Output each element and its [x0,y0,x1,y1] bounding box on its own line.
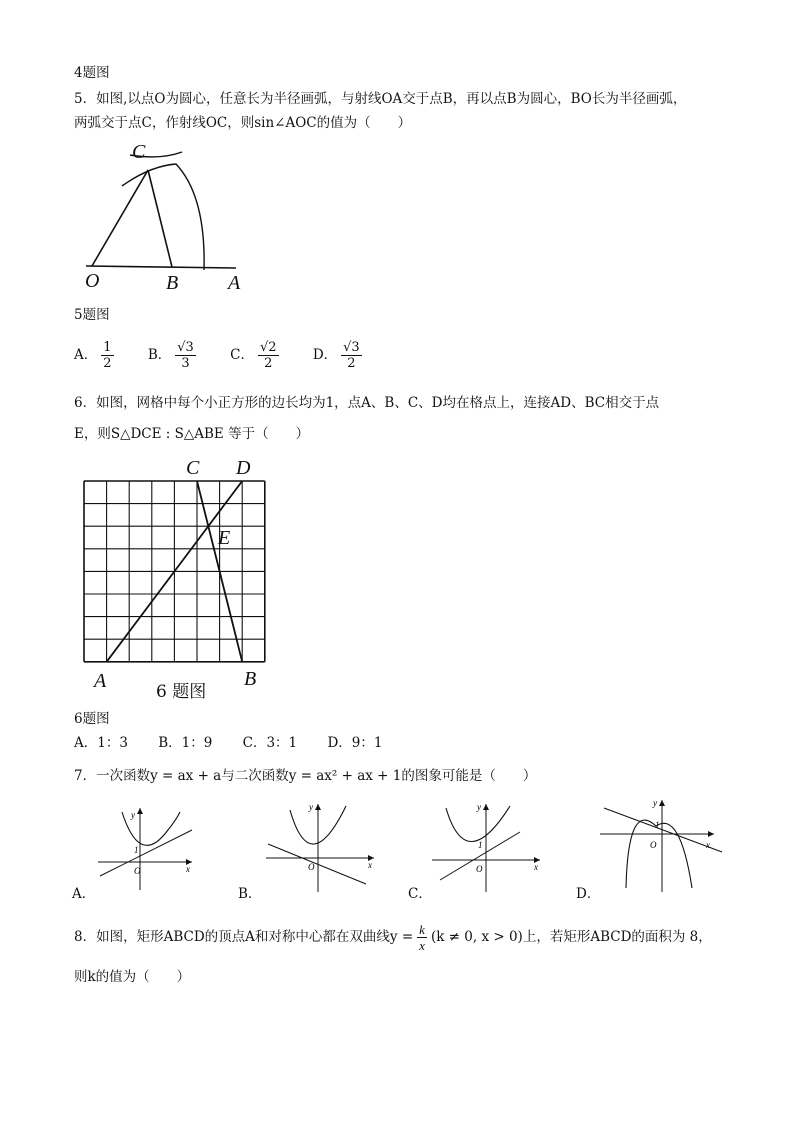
q6-option-d[interactable]: D．9：1 [327,735,383,751]
svg-text:1: 1 [655,820,660,830]
q5-stem-line2: 两弧交于点C，作射线OC，则sin∠AOC的值为（ ） [74,115,412,131]
q6-label-d: D [236,457,251,479]
q7-option-d[interactable]: D． [576,886,601,902]
option-denominator: 2 [103,356,112,371]
svg-text:O: O [308,862,315,872]
q7-graph-a [98,808,192,890]
option-denominator: 2 [264,356,273,371]
option-denominator: 2 [347,356,356,371]
option-numerator: 1 [103,340,112,355]
q5-caption: 5题图 [74,307,110,323]
q6-label-c: C [186,457,200,479]
q7-option-c[interactable]: C． [408,886,432,902]
q8-frac-denominator: x [419,938,425,953]
option-letter: D． [312,347,338,363]
q4-caption: 4题图 [74,65,110,81]
q5-label-a: A [228,272,241,294]
q6-option-a[interactable]: A．1：3 [74,735,128,751]
svg-text:y: y [653,798,657,808]
svg-text:O: O [476,864,483,874]
svg-text:x: x [368,860,372,870]
q8-stem-pre: 8．如图，矩形ABCD的顶点A和对称中心都在双曲线y = [74,929,414,945]
svg-text:1: 1 [134,845,139,855]
q8-stem-line2: 则k的值为（ ） [74,969,191,985]
q7-graph-c [432,802,540,892]
q5-stem-line1: 5．如图,以点O为圆心，任意长为半径画弧，与射线OA交于点B，再以点B为圆心，BO长为半径画弧， [74,91,687,107]
option-letter: A． [74,347,98,363]
svg-text:x: x [186,864,190,874]
q6-figure-caption: 6 题图 [156,682,207,702]
svg-text:O: O [650,840,657,850]
q8-frac-numerator: k [419,922,425,937]
q7-graph-d [600,798,722,892]
q6-stem-line1: 6．如图，网格中每个小正方形的边长均为1，点A、B、C、D均在格点上，连接AD、BC相交于点 [74,395,660,411]
svg-text:1: 1 [478,840,483,850]
svg-text:y: y [309,802,313,812]
svg-text:y: y [477,802,481,812]
svg-text:x: x [534,862,538,872]
q7-graph-b [266,802,374,892]
q5-label-o: O [85,270,100,292]
option-letter: B． [147,347,172,363]
q7-option-a[interactable]: A． [72,886,96,902]
svg-text:y: y [131,810,135,820]
svg-text:O: O [134,866,141,876]
option-numerator: √3 [177,340,194,355]
q7-stem: 7．一次函数y = ax + a与二次函数y = ax² + ax + 1的图象可能是（ ） [74,768,537,784]
q6-label-e: E [218,527,231,549]
q6-option-c[interactable]: C．3：1 [242,735,298,751]
option-letter: C． [230,347,254,363]
q6-option-b[interactable]: B．1：9 [158,735,213,751]
q5-label-b: B [166,272,179,294]
q6-caption: 6题图 [74,711,110,727]
q5-label-c: C [132,141,146,163]
q6-stem-line2: E，则S△DCE : S△ABE 等于（ ） [74,426,310,442]
q6-label-a: A [94,670,107,692]
q8-stem-post: (k ≠ 0, x > 0)上，若矩形ABCD的面积为 8， [430,929,712,945]
q8-stem-line1 [74,922,712,953]
option-numerator: √3 [343,340,360,355]
option-denominator: 3 [181,356,190,371]
q7-option-b[interactable]: B． [238,886,262,902]
option-numerator: √2 [259,340,277,355]
q6-label-b: B [244,668,257,690]
svg-text:x: x [706,840,710,850]
